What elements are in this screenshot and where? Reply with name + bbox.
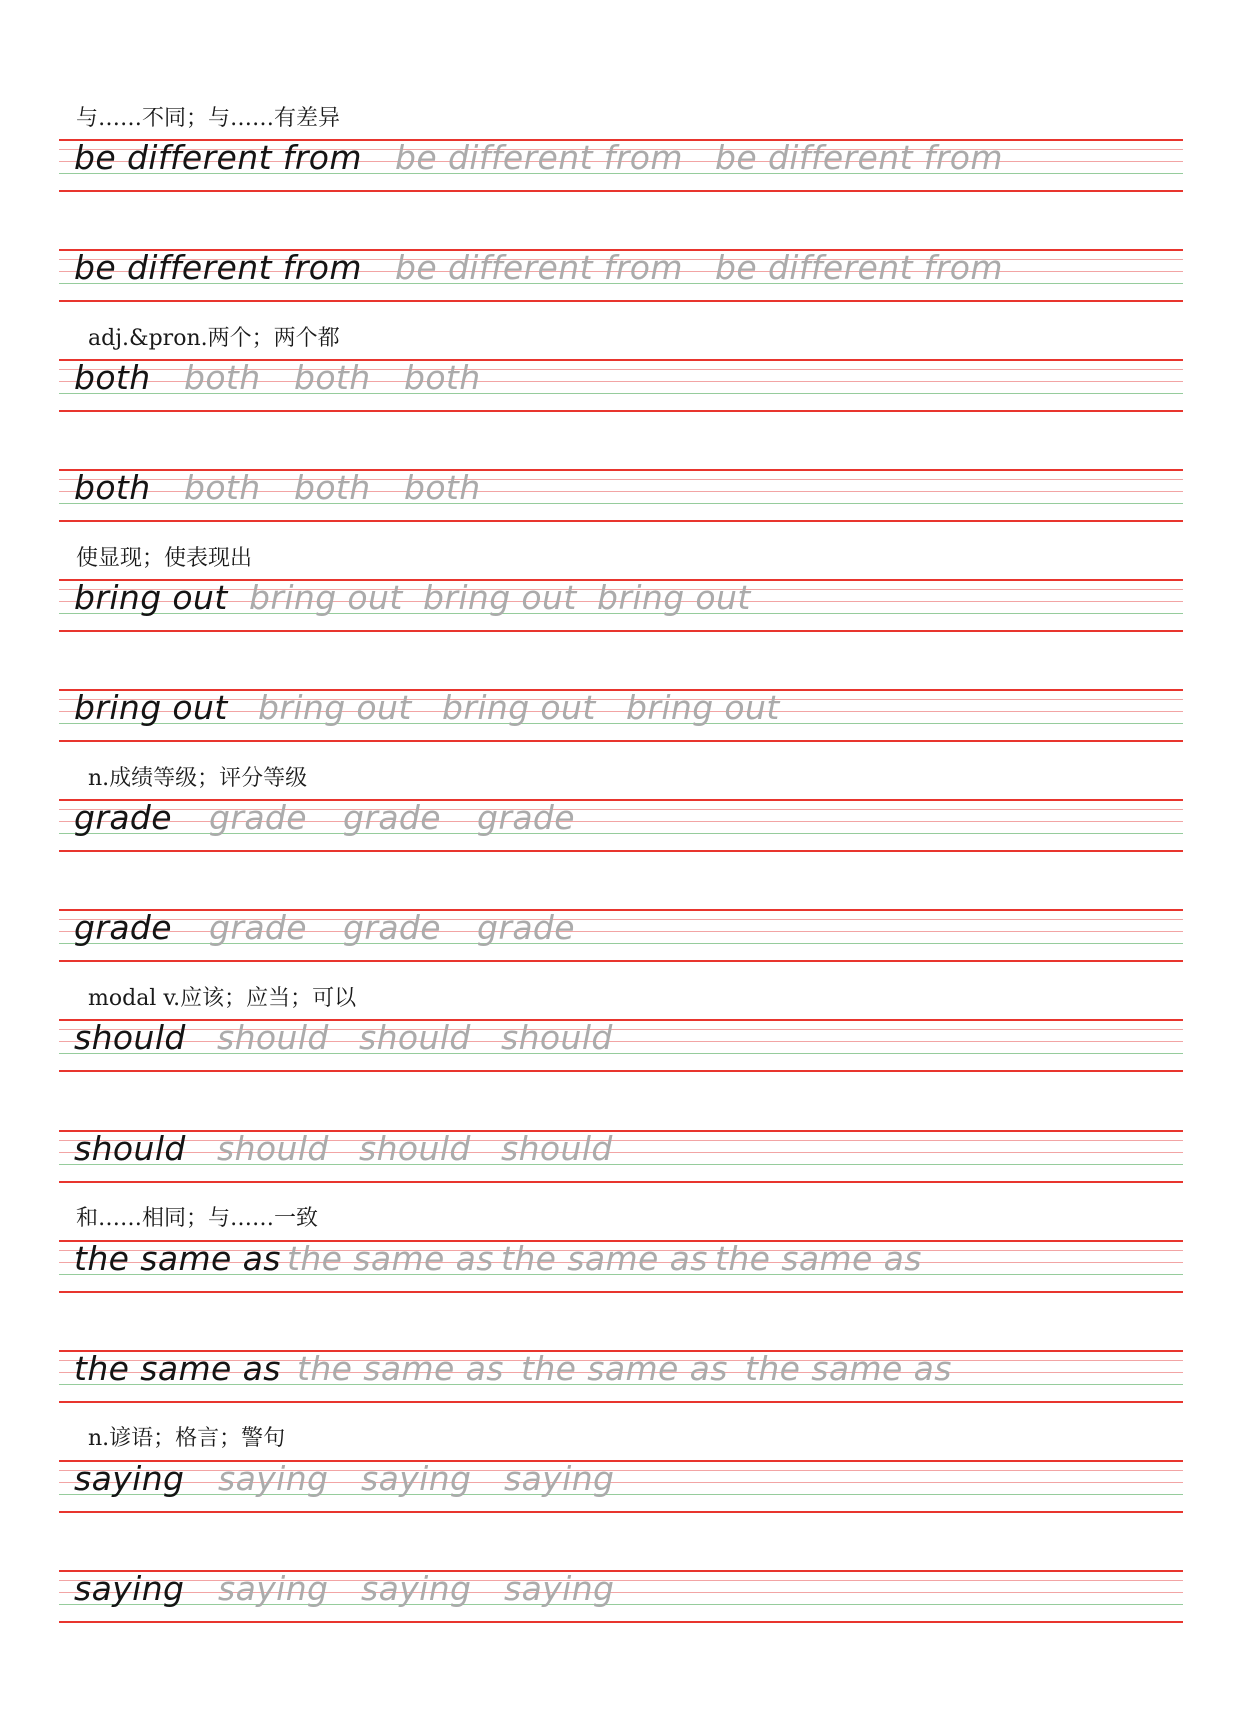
model-word: saying xyxy=(74,1569,185,1608)
entry-meaning: 和……相同；与……一致 xyxy=(76,1206,319,1231)
model-word: grade xyxy=(74,908,172,947)
trace-word: be different from xyxy=(395,248,683,287)
entry-meaning: 使显现；使表现出 xyxy=(76,546,253,571)
trace-word: the same as xyxy=(715,1239,922,1278)
trace-word: grade xyxy=(343,798,441,837)
trace-word: both xyxy=(404,358,481,397)
trace-word: bring out xyxy=(597,578,751,617)
trace-word: bring out xyxy=(626,688,780,727)
trace-word: grade xyxy=(209,798,307,837)
trace-word: bring out xyxy=(249,578,403,617)
entry-meaning: n.谚语；格言；警句 xyxy=(88,1426,286,1451)
writing-row xyxy=(59,909,1183,961)
trace-word: should xyxy=(217,1018,329,1057)
entry-meaning: modal v.应该；应当；可以 xyxy=(88,986,357,1011)
model-word: bring out xyxy=(74,578,228,617)
trace-word: saying xyxy=(218,1569,329,1608)
trace-word: saying xyxy=(361,1569,472,1608)
trace-word: both xyxy=(184,358,261,397)
trace-word: both xyxy=(184,468,261,507)
trace-word: should xyxy=(501,1129,613,1168)
writing-row xyxy=(59,469,1183,521)
trace-word: the same as xyxy=(501,1239,708,1278)
entry-meaning: adj.&pron.两个；两个都 xyxy=(88,326,340,351)
model-word: should xyxy=(74,1129,186,1168)
trace-word: the same as xyxy=(297,1349,504,1388)
trace-word: bring out xyxy=(423,578,577,617)
model-word: grade xyxy=(74,798,172,837)
trace-word: should xyxy=(359,1129,471,1168)
trace-word: be different from xyxy=(715,248,1003,287)
writing-row xyxy=(59,1570,1183,1622)
trace-word: grade xyxy=(343,908,441,947)
trace-word: both xyxy=(294,468,371,507)
trace-word: be different from xyxy=(715,138,1003,177)
model-word: be different from xyxy=(74,248,362,287)
trace-word: saying xyxy=(218,1459,329,1498)
trace-word: should xyxy=(501,1018,613,1057)
writing-row xyxy=(59,1019,1183,1071)
trace-word: saying xyxy=(504,1569,615,1608)
entry-meaning: 与……不同；与……有差异 xyxy=(76,106,341,131)
trace-word: the same as xyxy=(521,1349,728,1388)
writing-row xyxy=(59,249,1183,301)
trace-word: bring out xyxy=(258,688,412,727)
writing-row xyxy=(59,1460,1183,1512)
trace-word: saying xyxy=(361,1459,472,1498)
model-word: the same as xyxy=(74,1349,281,1388)
trace-word: grade xyxy=(477,798,575,837)
model-word: both xyxy=(74,358,151,397)
trace-word: bring out xyxy=(442,688,596,727)
model-word: should xyxy=(74,1018,186,1057)
writing-row xyxy=(59,359,1183,411)
trace-word: both xyxy=(294,358,371,397)
trace-word: grade xyxy=(477,908,575,947)
model-word: both xyxy=(74,468,151,507)
trace-word: saying xyxy=(504,1459,615,1498)
model-word: the same as xyxy=(74,1239,281,1278)
writing-row xyxy=(59,1350,1183,1402)
writing-row xyxy=(59,799,1183,851)
writing-row xyxy=(59,579,1183,631)
trace-word: should xyxy=(359,1018,471,1057)
model-word: bring out xyxy=(74,688,228,727)
writing-row xyxy=(59,1240,1183,1292)
trace-word: the same as xyxy=(745,1349,952,1388)
trace-word: should xyxy=(217,1129,329,1168)
model-word: saying xyxy=(74,1459,185,1498)
trace-word: both xyxy=(404,468,481,507)
writing-row xyxy=(59,1130,1183,1182)
writing-row xyxy=(59,139,1183,191)
trace-word: grade xyxy=(209,908,307,947)
trace-word: be different from xyxy=(395,138,683,177)
model-word: be different from xyxy=(74,138,362,177)
trace-word: the same as xyxy=(287,1239,494,1278)
writing-row xyxy=(59,689,1183,741)
entry-meaning: n.成绩等级；评分等级 xyxy=(88,766,308,791)
